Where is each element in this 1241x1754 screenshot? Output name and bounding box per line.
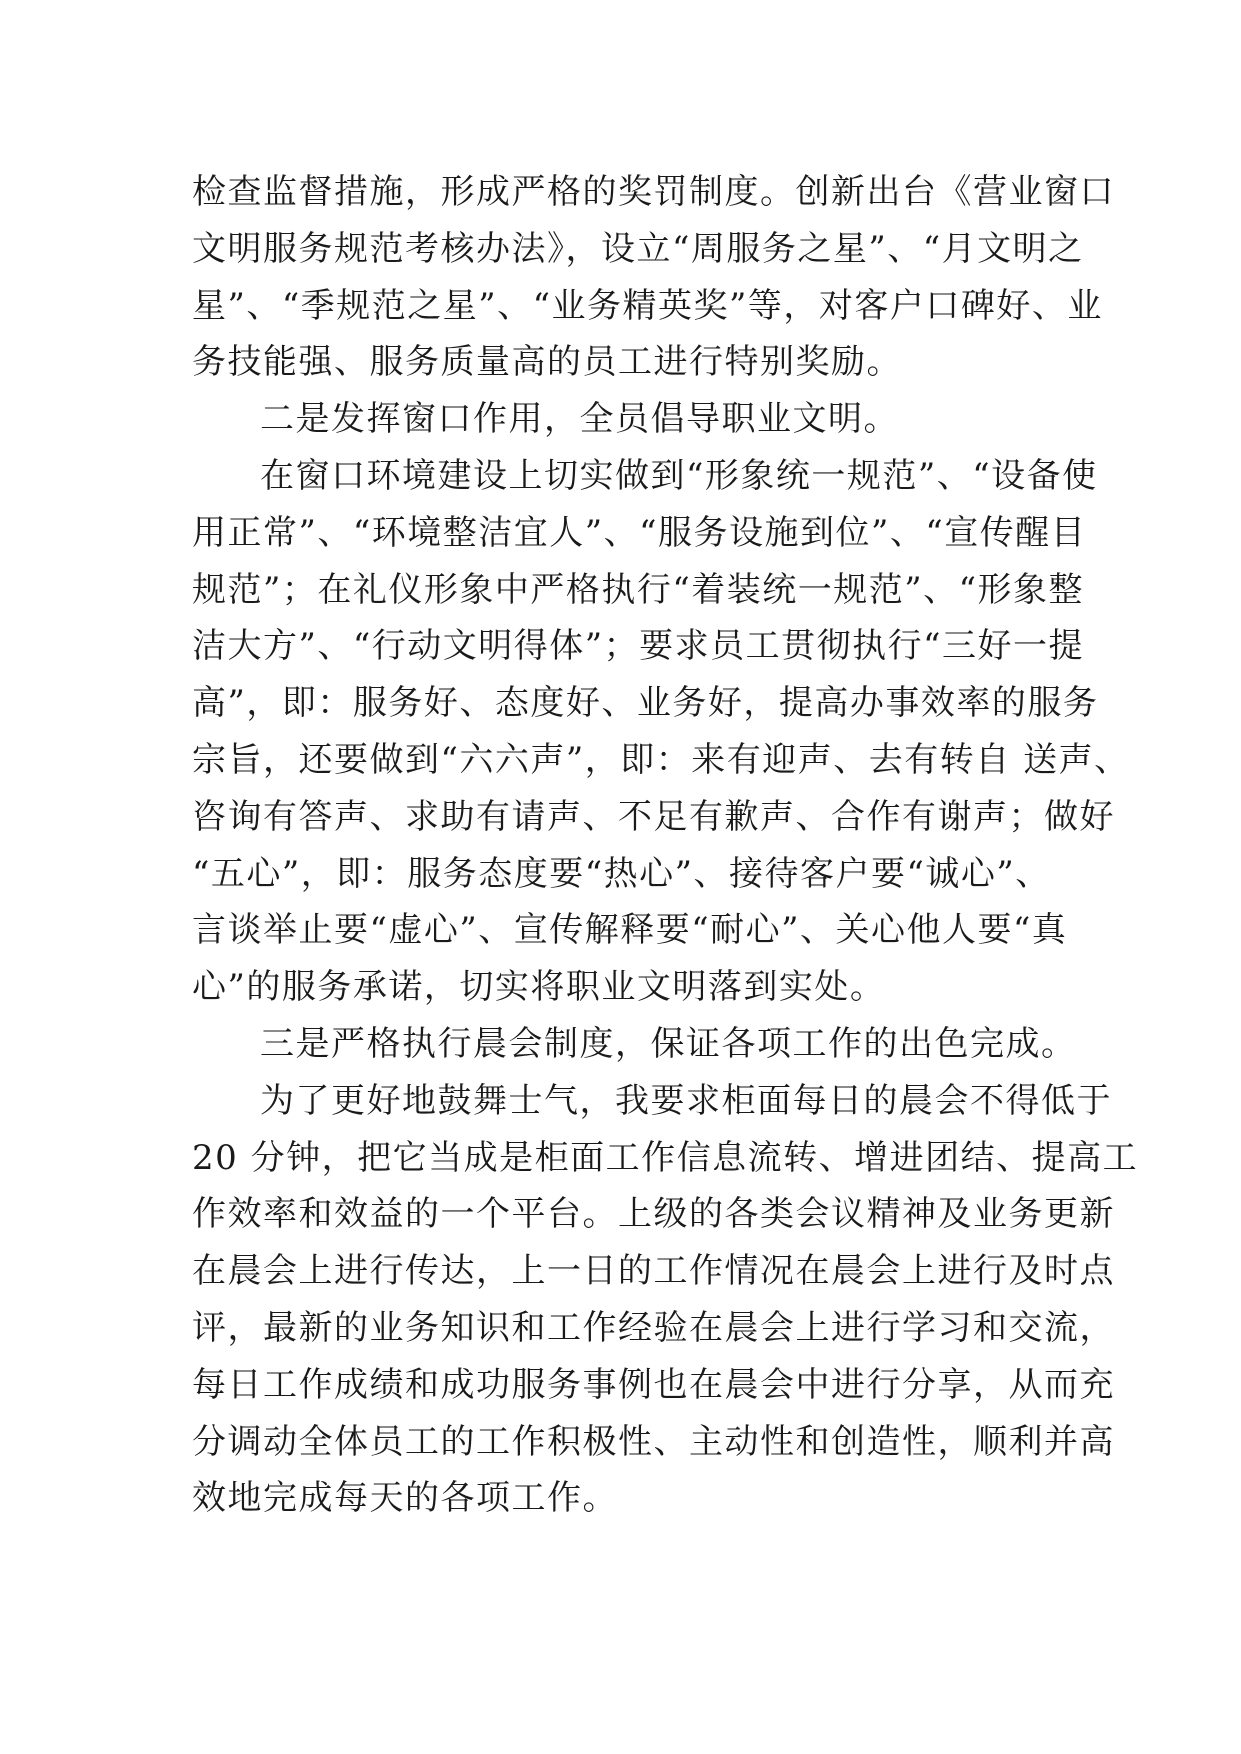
- body-line: 检查监督措施，形成严格的奖罚制度。创新出台《营业窗口: [192, 172, 1115, 212]
- body-line: 文明服务规范考核办法》，设立“周服务之星”、“月文明之: [192, 228, 1084, 269]
- body-line: 评，最新的业务知识和工作经验在晨会上进行学习和交流，: [192, 1307, 1115, 1348]
- body-line: 务技能强、服务质量高的员工进行特别奖励。: [192, 342, 902, 383]
- section-heading-3: 三是严格执行晨会制度，保证各项工作的出色完成。: [260, 1023, 1077, 1064]
- body-line: 高”，即：服务好、态度好、业务好，提高办事效率的服务: [192, 683, 1099, 724]
- body-line: 心”的服务承诺，切实将职业文明落到实处。: [192, 967, 886, 1008]
- body-line: 洁大方”、“行动文明得体”；要求员工贯彻执行“三好一提: [192, 626, 1085, 667]
- body-line: 在窗口环境建设上切实做到“形象统一规范”、“设备使: [260, 455, 1098, 496]
- body-line: 为了更好地鼓舞士气，我要求柜面每日的晨会不得低于: [260, 1080, 1112, 1121]
- body-line: “五心”，即：服务态度要“热心”、接待客户要“诚心”、: [192, 853, 1051, 894]
- body-line: 20 分钟，把它当成是柜面工作信息流转、增进团结、提高工: [192, 1137, 1139, 1178]
- body-line: 星”、“季规范之星”、“业务精英奖”等，对客户口碑好、业: [192, 285, 1103, 326]
- body-line: 规范”；在礼仪形象中严格执行“着装统一规范”、“形象整: [192, 569, 1085, 610]
- document-body: [192, 164, 1139, 1527]
- section-heading-2: 二是发挥窗口作用，全员倡导职业文明。: [260, 399, 899, 440]
- body-line: 在晨会上进行传达，上一日的工作情况在晨会上进行及时点: [192, 1251, 1115, 1292]
- body-line: 宗旨，还要做到“六六声”，即：来有迎声、去有转自 送声、: [192, 739, 1130, 780]
- body-line: 作效率和效益的一个平台。上级的各类会议精神及业务更新: [192, 1194, 1115, 1235]
- body-line: 效地完成每天的各项工作。: [192, 1478, 618, 1519]
- body-line: 言谈举止要“虚心”、宣传解释要“耐心”、关心他人要“真: [192, 910, 1068, 951]
- body-line: 咨询有答声、求助有请声、不足有歉声、合作有谢声；做好: [192, 796, 1115, 837]
- body-line: 分调动全体员工的工作积极性、主动性和创造性，顺利并高: [192, 1421, 1115, 1462]
- body-line: 每日工作成绩和成功服务事例也在晨会中进行分享，从而充: [192, 1364, 1115, 1405]
- body-line: 用正常”、“环境整洁宜人”、“服务设施到位”、“宣传醒目: [192, 512, 1087, 553]
